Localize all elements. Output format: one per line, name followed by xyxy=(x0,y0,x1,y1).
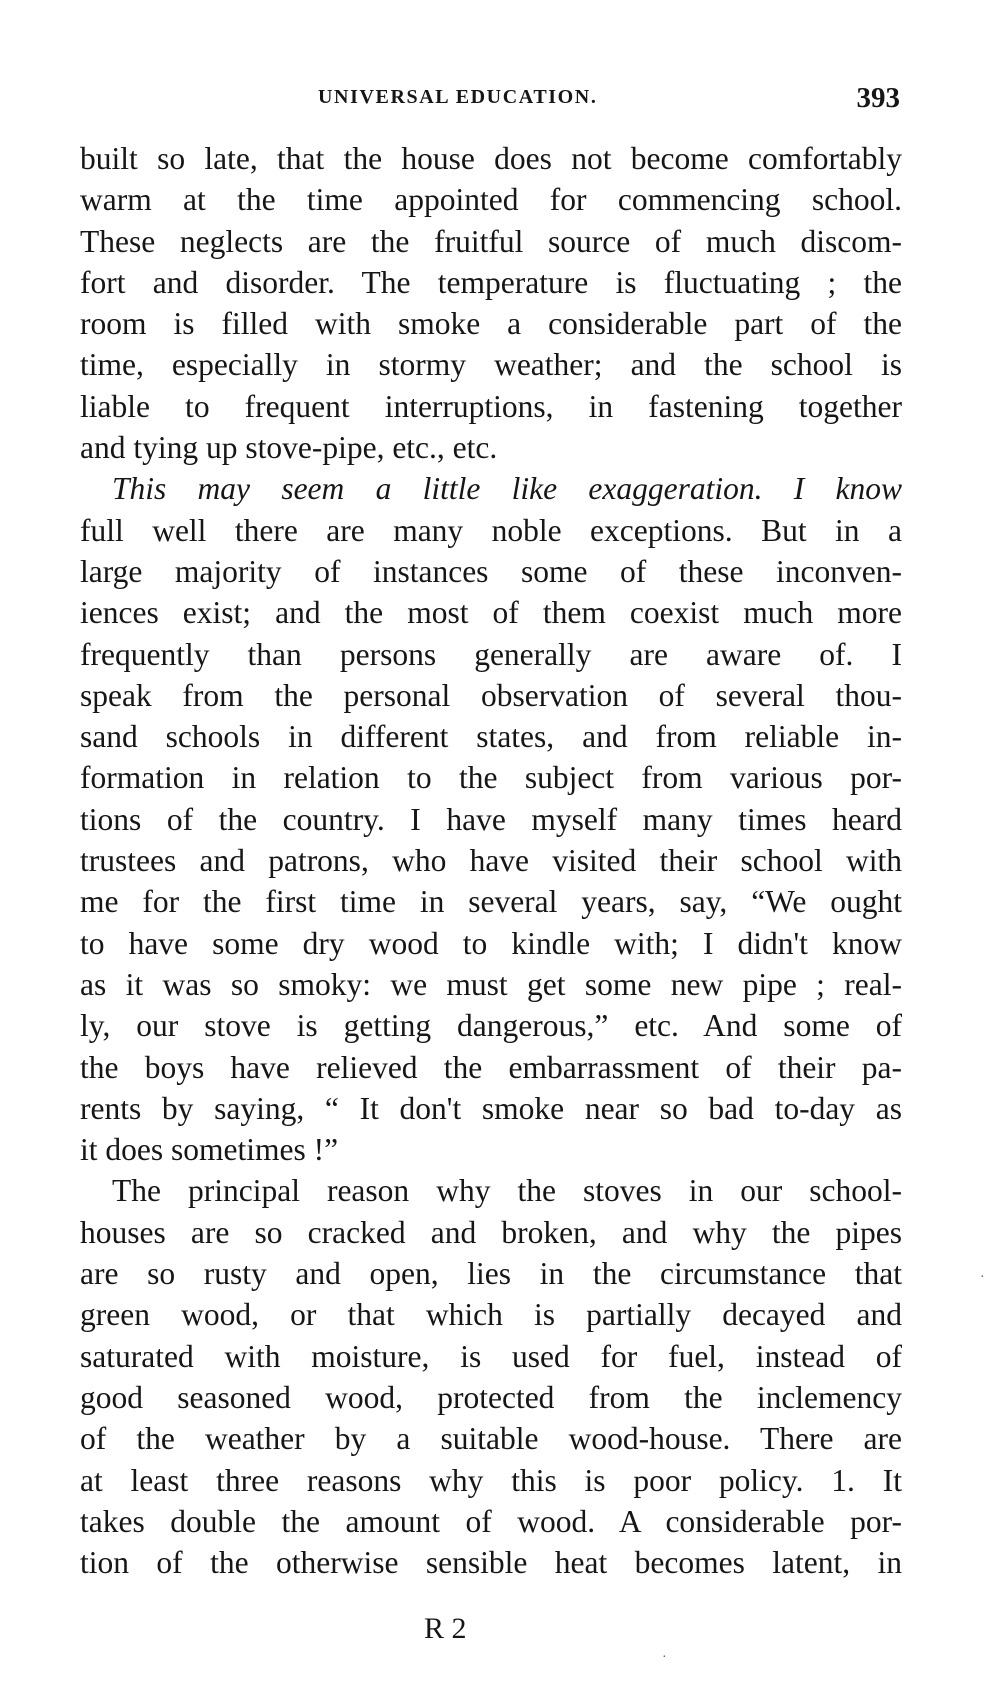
signature-mark: R 2 xyxy=(424,1612,467,1645)
text-line: rents by saying, “ It don't smoke near so bad to-day as xyxy=(80,1090,902,1126)
text-line: speak from the personal observation of several thou- xyxy=(80,677,902,713)
text-line: fort and disorder. The temperature is fluctuating ; the xyxy=(80,264,902,300)
text-line: liable to frequent interruptions, in fastening together xyxy=(80,388,902,424)
text-line: frequently than persons generally are aware of. I xyxy=(80,636,902,672)
stray-ink-mark: · xyxy=(980,1270,985,1285)
text-line: at least three reasons why this is poor policy. 1. It xyxy=(80,1462,902,1498)
text-line: The principal reason why the stoves in our school- xyxy=(112,1173,902,1209)
text-line: it does sometimes !” xyxy=(80,1132,339,1168)
text-line: formation in relation to the subject from various por- xyxy=(80,760,902,796)
text-line: to have some dry wood to kindle with; I didn't know xyxy=(80,925,902,961)
text-line: houses are so cracked and broken, and why the pipes xyxy=(80,1214,902,1250)
running-title: UNIVERSAL EDUCATION. xyxy=(318,86,598,108)
text-line: me for the first time in several years, say, “We ought xyxy=(80,884,902,920)
text-line: of the weather by a suitable wood-house. There are xyxy=(80,1421,902,1457)
text-line: green wood, or that which is partially decayed and xyxy=(80,1297,902,1333)
text-line: These neglects are the fruitful source of much discom- xyxy=(80,223,902,259)
text-line: and tying up stove-pipe, etc., etc. xyxy=(80,430,498,466)
text-line: room is filled with smoke a considerable part of the xyxy=(80,306,902,342)
text-line: time, especially in stormy weather; and the school is xyxy=(80,347,902,383)
regular-text: I know xyxy=(762,471,902,507)
text-line: sand schools in different states, and from reliable in- xyxy=(80,719,902,755)
text-line: tion of the otherwise sensible heat becomes latent, in xyxy=(80,1545,902,1581)
running-head xyxy=(80,82,900,122)
text-line: warm at the time appointed for commencing school. xyxy=(80,182,902,218)
text-line: full well there are many noble exceptions. But in a xyxy=(80,512,902,548)
text-line: the boys have relieved the embarrassment of their pa- xyxy=(80,1049,902,1085)
page-number: 393 xyxy=(856,82,900,114)
text-line: saturated with moisture, is used for fuel, instead of xyxy=(80,1338,902,1374)
text-line: tions of the country. I have myself many times heard xyxy=(80,801,902,837)
text-line: large majority of instances some of these inconven- xyxy=(80,553,902,589)
text-line: trustees and patrons, who have visited their school with xyxy=(80,843,902,879)
text-line: built so late, that the house does not become comfortably xyxy=(80,141,902,176)
body-text xyxy=(80,138,902,1583)
text-line: good seasoned wood, protected from the inclemency xyxy=(80,1379,902,1415)
text-line: are so rusty and open, lies in the circumstance that xyxy=(80,1256,902,1292)
italic-text: This may seem a little like exaggeration. xyxy=(112,471,763,507)
text-line: takes double the amount of wood. A considerable por- xyxy=(80,1503,902,1539)
text-line: ly, our stove is getting dangerous,” etc. And some of xyxy=(80,1008,902,1044)
text-line: iences exist; and the most of them coexist much more xyxy=(80,595,902,631)
text-line: as it was so smoky: we must get some new pipe ; real- xyxy=(80,966,902,1002)
text-line xyxy=(80,468,902,509)
stray-ink-mark: · xyxy=(662,1650,667,1665)
